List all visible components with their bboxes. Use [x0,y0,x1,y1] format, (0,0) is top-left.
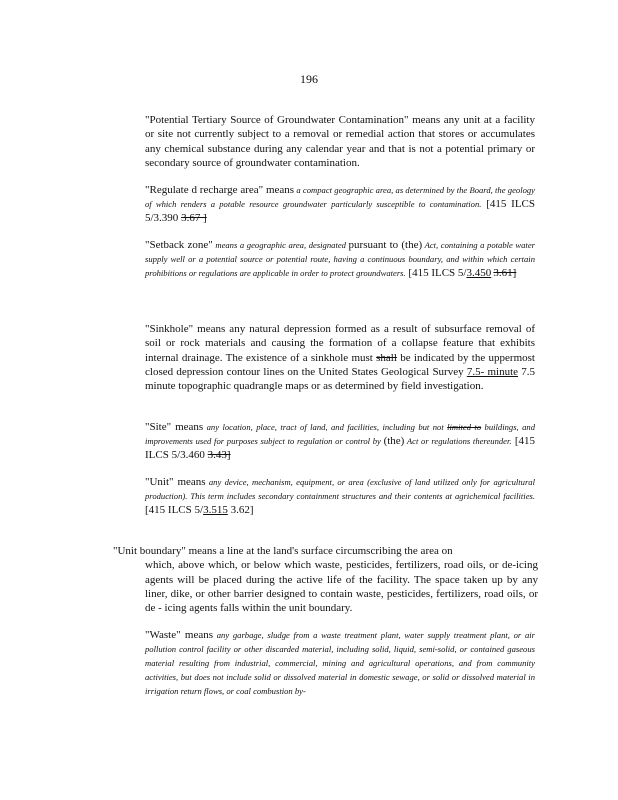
definition-site [145,420,535,462]
defined-term: "Unit" means [145,476,206,488]
new-citation: 3.450 [466,267,492,279]
deleted-citation: 3.43] [207,449,231,461]
definition-body: means a geographic area, designated [212,240,349,250]
definition-body-cont: buildings, and improvements used for purposes subject to regulation or control by [145,422,535,446]
definition-body: any garbage, sludge from a waste treatment plant, water supply treatment plant, or air pollution control facility or other discarded material, including solid, liquid, semi-solid, or contained gaseous material resulting from industrial, commercial, mining and agricultural operations, and from community activities, but does not include solid or dissolved material in domestic sewage, or solid or dissolved material in irrigation return flows, or coal combustion by- [145,630,536,696]
definition-body-tail: Act or regulations thereunder. [404,436,512,446]
definition-unit [145,475,535,517]
inserted-text: (the) [383,435,405,447]
inserted-text: 7.5- minute [466,365,519,378]
definition-text-tail: 7.5 minute topographic quadrangle maps or as determined by field investigation. [145,365,535,393]
definition-text: which, above which, or below which waste, pesticides, fertilizers, road oils, or de-icing agents will be placed during the active life of the facility. The space taken up by any liner, dike, or other barrier designed to contain waste, pesticides, fertilizers, road oils, or de - icing agents falls within the unit boundary. [145,559,538,615]
statute-citation: [415 ILCS 5/ [405,267,467,279]
page-number: 196 [300,72,318,86]
definition-regulated-recharge-area [145,183,535,225]
deleted-word: shall [376,351,397,364]
definition-text: "Potential Tertiary Source of Groundwater Contamination" means any unit at a facility or site not currently subject to a removal or remedial action that stores or accumulates any chemical substance during any calendar year and that is not a potential primary or secondary source of groundwater contamination. [145,114,535,169]
defined-term: "Setback zone" [145,239,213,251]
deleted-citation: 3.67 ] [181,212,207,224]
definition-text: "Sinkhole" means any natural depression formed as a result of subsurface removal of soil or rock materials and causing the formation of a collapse feature that exhibits internal drainage. The existence of a sinkhole must [145,323,535,364]
definition-potential-tertiary-source [145,113,535,170]
definition-body: any device, mechanism, equipment, or area (exclusive of land utilized only for agricultural production). This term includes secondary containment structures and their contents at agrichemical facilities. [145,477,535,501]
definition-setback-zone [145,238,535,280]
defined-term: "Site" means [145,421,204,433]
defined-term: "Waste" means [145,629,214,641]
definition-sinkhole [145,322,535,393]
definition-text-cont: be indicated by the uppermost closed depression contour lines on the United States Geological Survey [145,351,535,378]
definition-body: a compact geographic area, as determined by the Board, the geology of which renders a potable resource groundwater particularly susceptible to contamination. [145,185,535,209]
deleted-text: limited to [447,422,482,432]
definition-unit-boundary [113,544,538,615]
deleted-citation: 3.61] [493,267,517,279]
definition-first-line: "Unit boundary" means a line at the land's surface circumscribing the area on [113,545,453,557]
inserted-text: pursuant to (the) [348,239,423,251]
definition-body: any location, place, tract of land, and facilities, including but not [203,422,448,432]
statute-citation: [415 ILCS 5/3.460 [145,435,535,461]
citation-tail: 3.62] [227,504,254,516]
definition-waste [145,628,535,698]
defined-term: "Regulate d recharge area" means [145,184,295,196]
statute-citation: [415 ILCS 5/3.390 [145,198,535,224]
new-citation: 3.515 [203,504,228,516]
definition-body-cont: Act, containing a potable water supply well or a potential source or potential route, having a continuous boundary, and within which certain prohibitions or regulations are applicable in order to protect groundwaters. [145,240,535,278]
statute-citation: [415 ILCS 5/ [145,504,204,516]
